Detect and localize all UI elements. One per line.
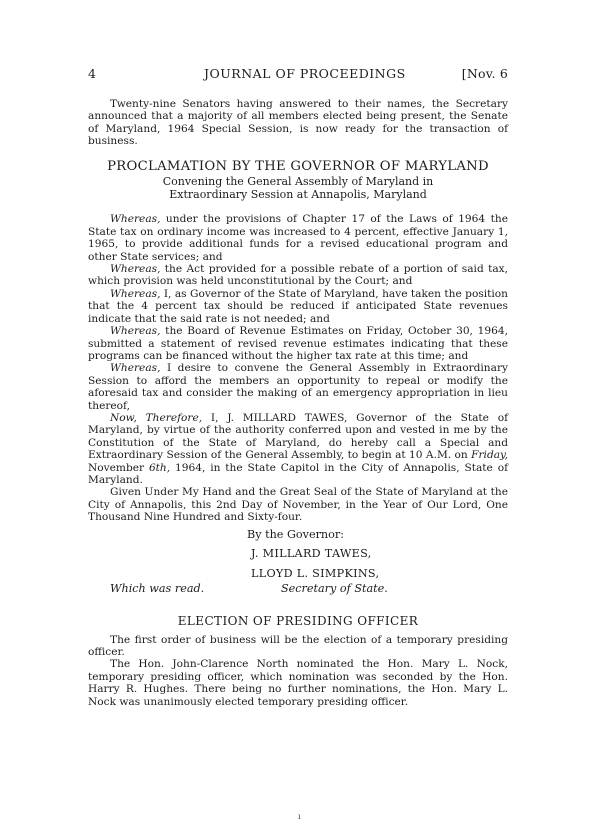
page-number: 4 <box>88 66 97 81</box>
whereas-text: under the provisions of Chapter 17 of the Laws of 1964 the State tax on ordinary income was increased to 4 percent, effective January 1, 1965, to provide additional funds for a revised educational program and other State services; and <box>88 213 508 263</box>
whereas-paragraph-2 <box>88 263 508 288</box>
page-body <box>88 98 508 708</box>
secretary-title: Secretary of State. <box>281 581 388 595</box>
footer-mark: ı <box>298 812 301 821</box>
election-paragraph-1: The first order of business will be the election of a temporary presiding officer. <box>88 633 508 658</box>
signature-block <box>88 526 508 602</box>
whereas-paragraph-5 <box>88 362 508 412</box>
whereas-lead: Whereas, <box>110 213 161 226</box>
whereas-paragraph-3 <box>88 288 508 325</box>
which-was-read: Which was read. <box>110 581 205 595</box>
now-therefore-lead: Now, Therefore, <box>110 411 203 424</box>
whereas-text: I, as Governor of the State of Maryland, have taken the position that the 4 percent tax should be reduced if anticipated State revenues indicate that the said rate is not needed; and <box>88 287 508 325</box>
proclamation-title: PROCLAMATION BY THE GOVERNOR OF MARYLAND <box>107 158 489 174</box>
whereas-lead: Whereas, <box>110 325 161 338</box>
whereas-lead: Whereas, <box>110 287 161 300</box>
election-paragraph-2: The Hon. John-Clarence North nominated the Hon. Mary L. Nock, temporary presiding officer, which nomination was seconded by the Hon. Harry R. Hughes. There being no further nominations, the Hon. Mary L. Nock was unanimously elected temporary presiding officer. <box>88 658 508 708</box>
secretary-name: LLOYD L. SIMPKINS, <box>251 566 380 580</box>
whereas-paragraph-1 <box>88 213 508 263</box>
whereas-lead: Whereas, <box>110 362 161 375</box>
intro-paragraph: Twenty-nine Senators having answered to their names, the Secretary announced that a majority of all members elected being present, the Senate of Maryland, 1964 Special Session, is now ready for the transaction of business. <box>88 98 508 148</box>
sixth-word: 6th, <box>148 461 171 474</box>
governor-name: J. MILLARD TAWES, <box>251 546 372 560</box>
subtitle-line-1: Convening the General Assembly of Maryland in <box>162 174 434 188</box>
now-therefore-tail: 1964, in the State Capitol in the City of Annapolis, State of Maryland. <box>88 461 508 486</box>
journal-title: JOURNAL OF PROCEEDINGS <box>204 66 406 81</box>
whereas-text: the Board of Revenue Estimates on Friday, October 30, 1964, submitted a statement of revised revenue estimates indicating that these programs can be financed without the higher tax rate at this time; and <box>88 325 508 362</box>
now-therefore-paragraph <box>88 412 508 486</box>
subtitle-line-2: Extraordinary Session at Annapolis, Maryland <box>169 188 427 202</box>
header-date: [Nov. 6 <box>461 66 508 81</box>
whereas-text: I desire to convene the General Assembly in Extraordinary Session to afford the members an opportunity to repeal or modify the aforesaid tax and consider the making of an emergency appropriation in lieu thereof, <box>88 362 508 412</box>
election-title: ELECTION OF PRESIDING OFFICER <box>177 613 419 628</box>
whereas-lead: Whereas, <box>110 263 161 276</box>
proclamation-subtitle <box>88 175 508 202</box>
whereas-paragraph-4 <box>88 325 508 362</box>
now-therefore-text: I, J. MILLARD TAWES, Governor of the State of Maryland, by virtue of the authority conferred upon and vested in me by the Constitution of the State of Maryland, do hereby call a Special and Extraordinary Session of the General Assembly, to begin at 10 A.M. on <box>88 411 508 462</box>
whereas-text: the Act provided for a possible rebate of a portion of said tax, which provision was held unconstitutional by the Court; and <box>88 263 508 288</box>
friday-word: Friday, <box>471 449 508 462</box>
november-word: November <box>88 461 149 474</box>
by-the-governor: By the Governor: <box>247 527 344 541</box>
given-paragraph: Given Under My Hand and the Great Seal of the State of Maryland at the City of Annapolis, this 2nd Day of November, in the Year of Our Lord, One Thousand Nine Hundred and Sixty-four. <box>88 486 508 524</box>
page-header <box>88 66 508 84</box>
